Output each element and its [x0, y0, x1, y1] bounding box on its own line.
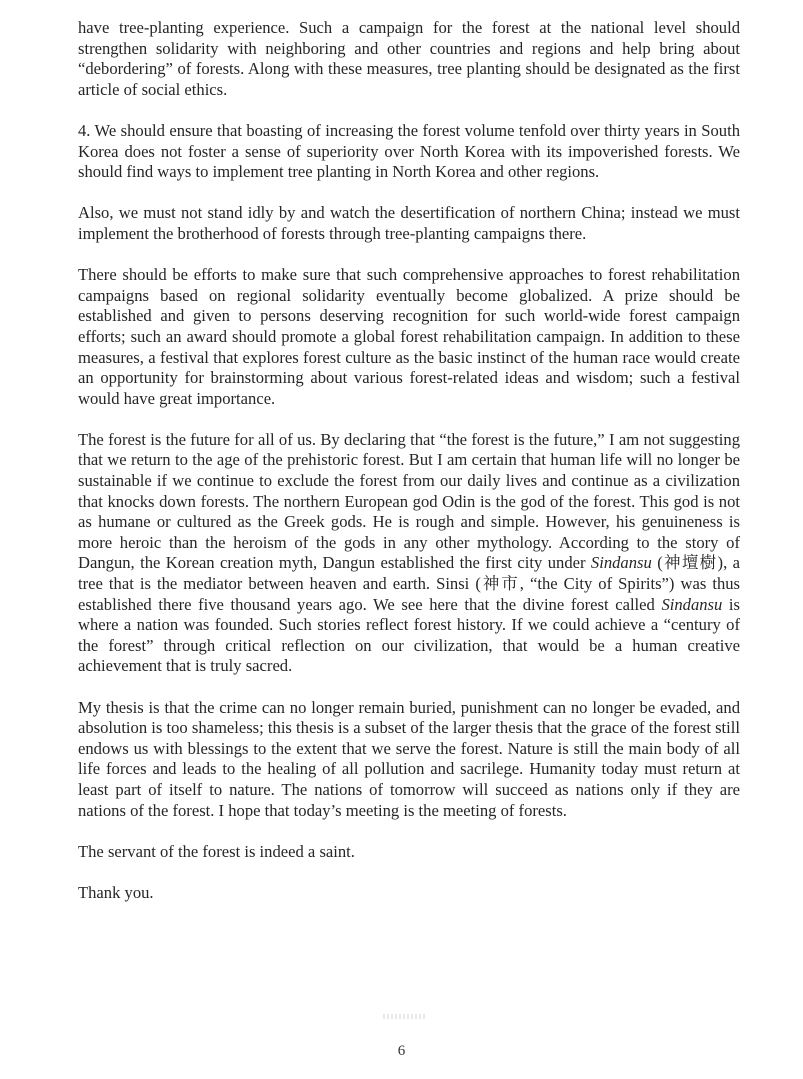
scan-smudge	[383, 1014, 425, 1019]
text-segment: The forest is the future for all of us. By declaring that “the forest is the future,” I am not suggesting that we return to the age of the prehistoric forest. But I am certain that human life will no longer be sustainable if we continue to exclude the forest from our daily lives and continue as a civilization that knocks down forests. The northern European god Odin is the god of the forest. This god is not as humane or cultured as the Greek gods. He is rough and simple. However, his genuineness is more heroic than the heroism of the gods in any other mythology. According to the story of Dangun, the Korean creation myth, Dangun established the first city under	[78, 429, 740, 573]
paragraph-globalization-prize: There should be efforts to make sure that such comprehensive approaches to forest rehabilitation campaigns based on regional solidarity eventually become globalized. A prize should be established and given to persons deserving recognition for such world-wide forest campaign efforts; such an award should promote a global forest rehabilitation campaign. In addition to these measures, a festival that explores forest culture as the basic instinct of the human race would create an opportunity for brainstorming about various forest-related ideas and wisdom; such a festival would have great importance.	[78, 265, 740, 408]
paragraph-forest-future	[78, 430, 740, 677]
text-segment: is where a nation was founded. Such stories reflect forest history. If we could achieve a “century of the forest” through critical reflection on our civilization, that would be a human creative achievement that is truly sacred.	[78, 594, 740, 676]
page-number: 6	[397, 1043, 406, 1059]
text-segment: (神壇樹), a tree that is the mediator between heaven and earth. Sinsi (神市, “the City of Spirits”) was thus established there five thousand years ago. We see here that the divine forest called	[78, 553, 740, 614]
paragraph-thank-you: Thank you.	[78, 882, 154, 902]
italic-term-sindansu: Sindansu	[590, 553, 652, 573]
paragraph-servant-saint: The servant of the forest is indeed a saint.	[78, 841, 355, 861]
paragraph-northern-china: Also, we must not stand idly by and watch the desertification of northern China; instead we must implement the brotherhood of forests through tree-planting campaigns there.	[78, 203, 740, 243]
paragraph-tree-planting-campaign: have tree-planting experience. Such a campaign for the forest at the national level should strengthen solidarity with neighboring and other countries and regions and help bring about “debordering” of forests. Along with these measures, tree planting should be designated as the first article of social ethics.	[78, 18, 740, 99]
italic-term-sindansu: Sindansu	[661, 594, 723, 614]
paragraph-point-4-north-korea: 4. We should ensure that boasting of increasing the forest volume tenfold over thirty years in South Korea does not foster a sense of superiority over North Korea with its impoverished forests. We should find ways to implement tree planting in North Korea and other regions.	[78, 120, 740, 182]
paragraph-thesis: My thesis is that the crime can no longer remain buried, punishment can no longer be evaded, and absolution is too shameless; this thesis is a subset of the larger thesis that the grace of the forest still endows us with blessings to the extent that we serve the forest. Nature is still the main body of all life forces and leads to the healing of all pollution and sacrilege. Humanity today must return at least part of itself to nature. The nations of tomorrow will succeed as nations only if they are nations of the forest. I hope that today’s meeting is the meeting of forests.	[78, 697, 740, 820]
document-page	[78, 18, 740, 904]
